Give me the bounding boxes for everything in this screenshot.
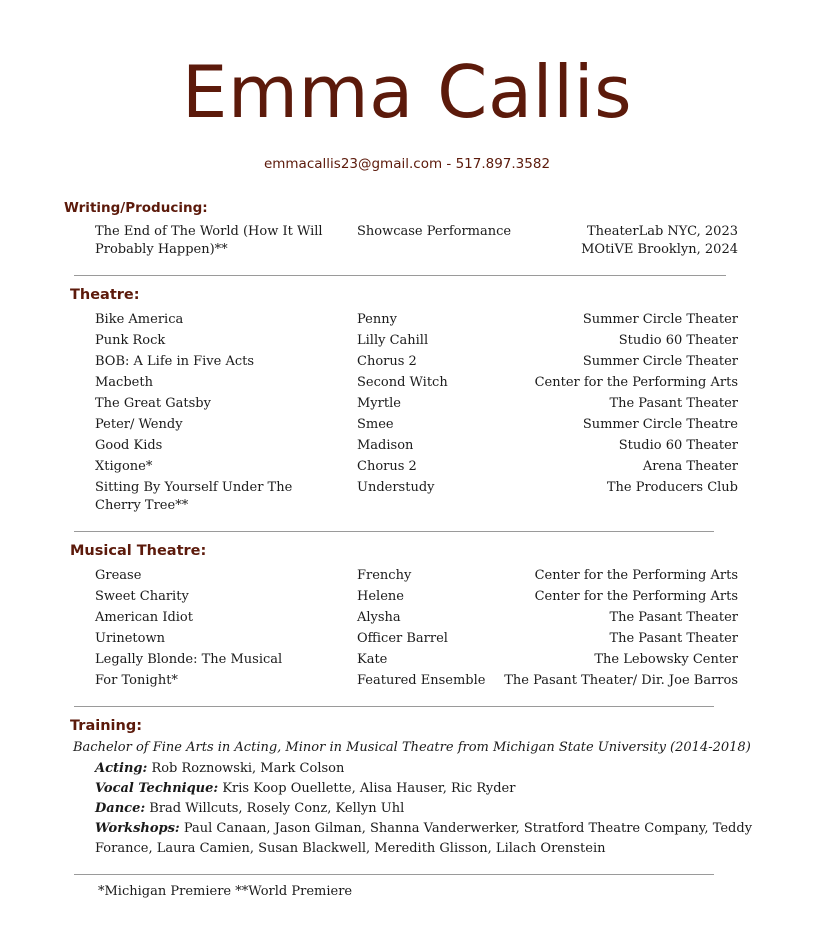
training-degree: Bachelor of Fine Arts in Acting, Minor in Musical Theatre from Michigan State University (2014-2018)	[73, 740, 751, 755]
venue: Center for the Performing Arts	[534, 375, 738, 390]
role: Lilly Cahill	[357, 333, 429, 348]
dance-teachers: Brad Willcuts, Rosely Conz, Kellyn Uhl	[149, 801, 405, 816]
contact-line: emmacallis23@gmail.com - 517.897.3582	[263, 156, 551, 172]
venue: Center for the Performing Arts	[534, 568, 738, 583]
workshops-label: Workshops:	[95, 821, 180, 836]
role: Chorus 2	[357, 354, 417, 369]
production-title: For Tonight*	[95, 673, 178, 688]
training-heading: Training:	[70, 718, 142, 734]
divider-4	[74, 874, 714, 875]
training-dance	[95, 799, 404, 819]
role: Helene	[357, 589, 404, 604]
workshops-line-1: Paul Canaan, Jason Gilman, Shanna Vanderwerker, Stratford Theatre Company, Teddy	[183, 821, 753, 836]
writing-venue	[581, 223, 738, 259]
production-title: Bike America	[95, 312, 184, 327]
premiere-footnote: *Michigan Premiere **World Premiere	[98, 884, 353, 899]
role: Smee	[357, 417, 394, 432]
production-title: Good Kids	[95, 438, 163, 453]
venue: Summer Circle Theater	[582, 354, 738, 369]
production-title: BOB: A Life in Five Acts	[95, 354, 255, 369]
venue: The Pasant Theater	[609, 396, 738, 411]
role: Myrtle	[357, 396, 401, 411]
venue: The Producers Club	[606, 480, 738, 495]
writing-title: The End of The World (How It Will Probably Happen)**	[95, 224, 323, 257]
divider-1	[74, 275, 726, 276]
production-title: The Great Gatsby	[95, 396, 211, 411]
role: Understudy	[357, 480, 435, 495]
writing-role: Showcase Performance	[357, 224, 512, 239]
role: Second Witch	[357, 375, 448, 390]
writing-heading: Writing/Producing:	[64, 200, 208, 216]
role: Featured Ensemble	[357, 673, 486, 688]
production-title: American Idiot	[95, 610, 193, 625]
writing-venue-2: MOtiVE Brooklyn, 2024	[581, 242, 738, 257]
role: Alysha	[357, 610, 401, 625]
training-vocal	[95, 779, 515, 799]
production-title: Sweet Charity	[95, 589, 189, 604]
venue: Studio 60 Theater	[618, 438, 738, 453]
vocal-label: Vocal Technique:	[95, 781, 219, 796]
venue: The Pasant Theater/ Dir. Joe Barros	[504, 673, 738, 688]
musical-heading: Musical Theatre:	[70, 543, 207, 559]
role: Officer Barrel	[357, 631, 448, 646]
theatre-heading: Theatre:	[70, 287, 140, 303]
production-title: Urinetown	[95, 631, 165, 646]
role: Chorus 2	[357, 459, 417, 474]
divider-2	[74, 531, 714, 532]
venue: Studio 60 Theater	[618, 333, 738, 348]
production-title: Legally Blonde: The Musical	[95, 652, 283, 667]
acting-label: Acting:	[95, 761, 148, 776]
divider-3	[74, 706, 714, 707]
resume-name: Emma Callis	[181, 50, 633, 134]
vocal-teachers: Kris Koop Ouellette, Alisa Hauser, Ric Ryder	[222, 781, 516, 796]
venue: The Pasant Theater	[609, 631, 738, 646]
venue: The Lebowsky Center	[594, 652, 738, 667]
venue: Center for the Performing Arts	[534, 589, 738, 604]
dance-label: Dance:	[95, 801, 146, 816]
training-workshops	[95, 819, 752, 839]
production-title: Grease	[95, 568, 142, 583]
training-workshops-cont: Forance, Laura Camien, Susan Blackwell, Meredith Glisson, Lilach Orenstein	[95, 841, 606, 856]
role: Kate	[357, 652, 388, 667]
writing-venue-1: TheaterLab NYC, 2023	[586, 224, 738, 239]
venue: Arena Theater	[642, 459, 738, 474]
role: Madison	[357, 438, 414, 453]
training-acting	[95, 759, 344, 779]
production-title: Macbeth	[95, 375, 153, 390]
production-title: Sitting By Yourself Under The Cherry Tree**	[95, 480, 293, 513]
role: Penny	[357, 312, 397, 327]
acting-teachers: Rob Roznowski, Mark Colson	[151, 761, 345, 776]
role: Frenchy	[357, 568, 412, 583]
production-title: Peter/ Wendy	[95, 417, 183, 432]
venue: The Pasant Theater	[609, 610, 738, 625]
venue: Summer Circle Theatre	[582, 417, 738, 432]
venue: Summer Circle Theater	[582, 312, 738, 327]
production-title: Punk Rock	[95, 333, 166, 348]
production-title: Xtigone*	[95, 459, 153, 474]
